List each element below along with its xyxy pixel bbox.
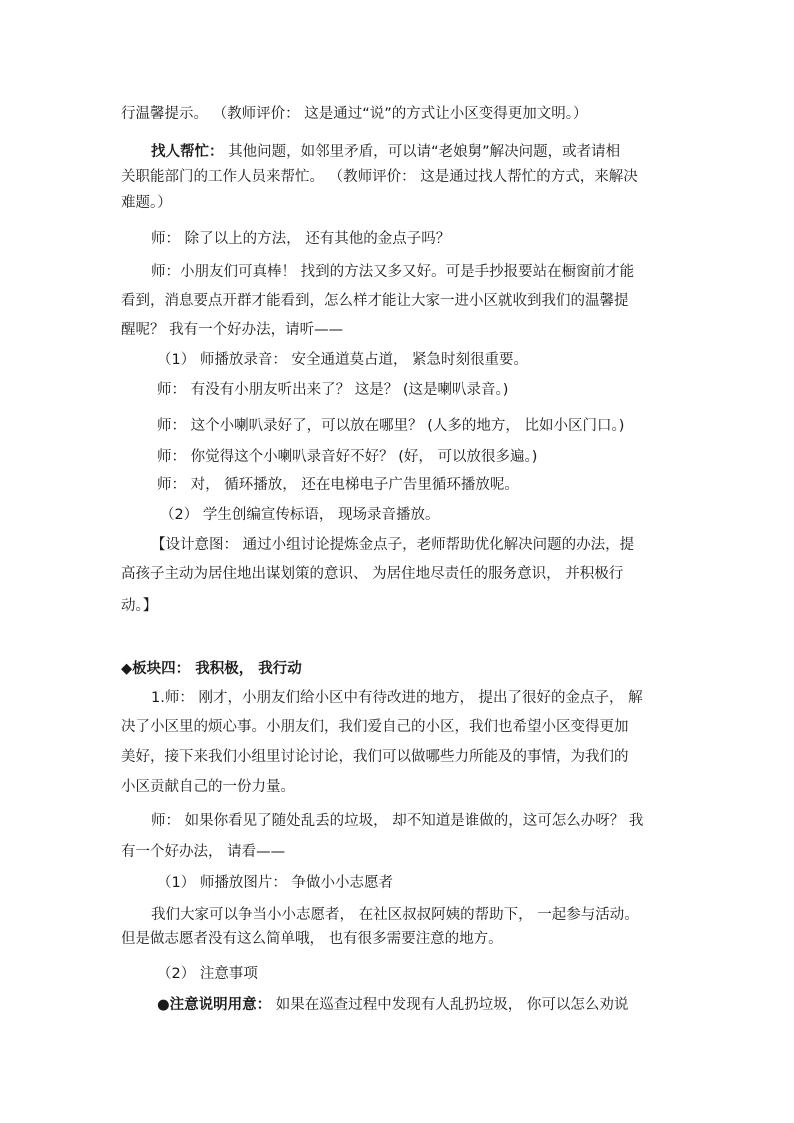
- text-line: [157, 873, 393, 893]
- text-line: [121, 929, 503, 949]
- text-run: （2） 注意事项: [157, 966, 258, 982]
- text-run: 师： 这个小喇叭录好了，可以放在哪里？ (人多的地方， 比如小区门口。): [157, 418, 625, 434]
- text-line: [121, 564, 623, 584]
- text-line: [151, 811, 643, 831]
- text-run: 决了小区里的烦心事。小朋友们，我们爱自己的小区，我们也希望小区变得更加: [121, 719, 629, 735]
- text-line: [121, 747, 629, 767]
- text-run: 但是做志愿者没有这么简单哦， 也有很多需要注意的地方。: [121, 931, 503, 947]
- text-line: [151, 262, 634, 282]
- text-line: [121, 193, 172, 213]
- text-line: [157, 447, 537, 467]
- text-line: [121, 596, 157, 616]
- bold-text: 找人帮忙：: [151, 144, 224, 160]
- text-line: [121, 104, 588, 124]
- text-line: [157, 475, 519, 495]
- text-run: 师： 你觉得这个小喇叭录音好不好？ (好， 可以放很多遍。): [157, 449, 538, 465]
- section-heading: [121, 659, 302, 679]
- text-line: [151, 229, 450, 249]
- text-line: [151, 142, 620, 162]
- text-run: 小区贡献自己的一份力量。: [121, 779, 295, 795]
- text-run: （1） 师播放图片： 争做小小志愿者: [157, 875, 393, 891]
- text-run: 师： 有没有小朋友听出来了？ 这是？ (这是喇叭录音。): [157, 382, 509, 398]
- text-run: 【设计意图： 通过小组讨论提炼金点子，老师帮助优化解决问题的办法，提: [151, 537, 635, 553]
- text-line: [157, 995, 628, 1015]
- text-line: [121, 320, 343, 340]
- text-line: [157, 964, 258, 984]
- text-run: 1.师： 刚才，小朋友们给小区中有待改进的地方， 提出了很好的金点子， 解: [151, 690, 643, 706]
- text-line: [121, 167, 638, 187]
- text-run: 美好，接下来我们小组里讨论讨论，我们可以做哪些力所能及的事情，为我们的: [121, 749, 629, 765]
- text-run: （1） 师播放录音： 安全通道莫占道， 紧急时刻很重要。: [157, 352, 529, 368]
- text-run: 师： 如果你看见了随处乱丢的垃圾， 却不知道是谁做的，这可怎么办呀？ 我: [151, 813, 644, 829]
- bold-text: ◆板块四： 我积极， 我行动: [121, 661, 302, 677]
- text-run: 难题。）: [121, 195, 172, 211]
- text-line: [121, 777, 295, 797]
- text-run: 其他问题，如邻里矛盾，可以请“老娘舅”解决问题，或者请相: [223, 144, 621, 160]
- text-run: 看到，消息要点开群才能看到，怎么样才能让大家一进小区就收到我们的温馨提: [121, 293, 629, 309]
- text-run: 关职能部门的工作人员来帮忙。 （教师评价： 这是通过找人帮忙的方式，来解决: [121, 169, 638, 185]
- text-run: 动。】: [121, 598, 158, 614]
- text-line: [151, 905, 639, 925]
- bold-text: ●注意说明用意：: [157, 997, 272, 1013]
- text-line: [121, 291, 629, 311]
- text-line: [157, 350, 528, 370]
- text-run: 师：小朋友们可真棒！ 找到的方法又多又好。可是手抄报要站在橱窗前才能: [151, 264, 635, 280]
- text-run: 我们大家可以争当小小志愿者， 在社区叔叔阿姨的帮助下， 一起参与活动。: [151, 907, 639, 923]
- text-line: [121, 842, 285, 862]
- text-run: 师： 对， 循环播放， 还在电梯电子广告里循环播放呢。: [157, 477, 519, 493]
- text-line: [151, 535, 634, 555]
- text-run: （2） 学生创编宣传标语， 现场录音播放。: [160, 507, 440, 523]
- text-run: 有一个好办法， 请看——: [121, 844, 286, 860]
- text-run: 醒呢？ 我有一个好办法，请听——: [121, 322, 344, 338]
- text-run: 行温馨提示。 （教师评价： 这是通过“说”的方式让小区变得更加文明。）: [121, 106, 588, 122]
- text-line: [157, 380, 508, 400]
- text-run: 高孩子主动为居住地出谋划策的意识、 为居住地尽责任的服务意识， 并积极行: [121, 566, 624, 582]
- text-line: [151, 688, 643, 708]
- text-run: 师： 除了以上的方法， 还有其他的金点子吗？: [151, 231, 451, 247]
- text-line: [121, 717, 629, 737]
- text-line: [157, 416, 624, 436]
- text-run: 如果在巡查过程中发现有人乱扔垃圾， 你可以怎么劝说: [271, 997, 629, 1013]
- text-line: [160, 505, 439, 525]
